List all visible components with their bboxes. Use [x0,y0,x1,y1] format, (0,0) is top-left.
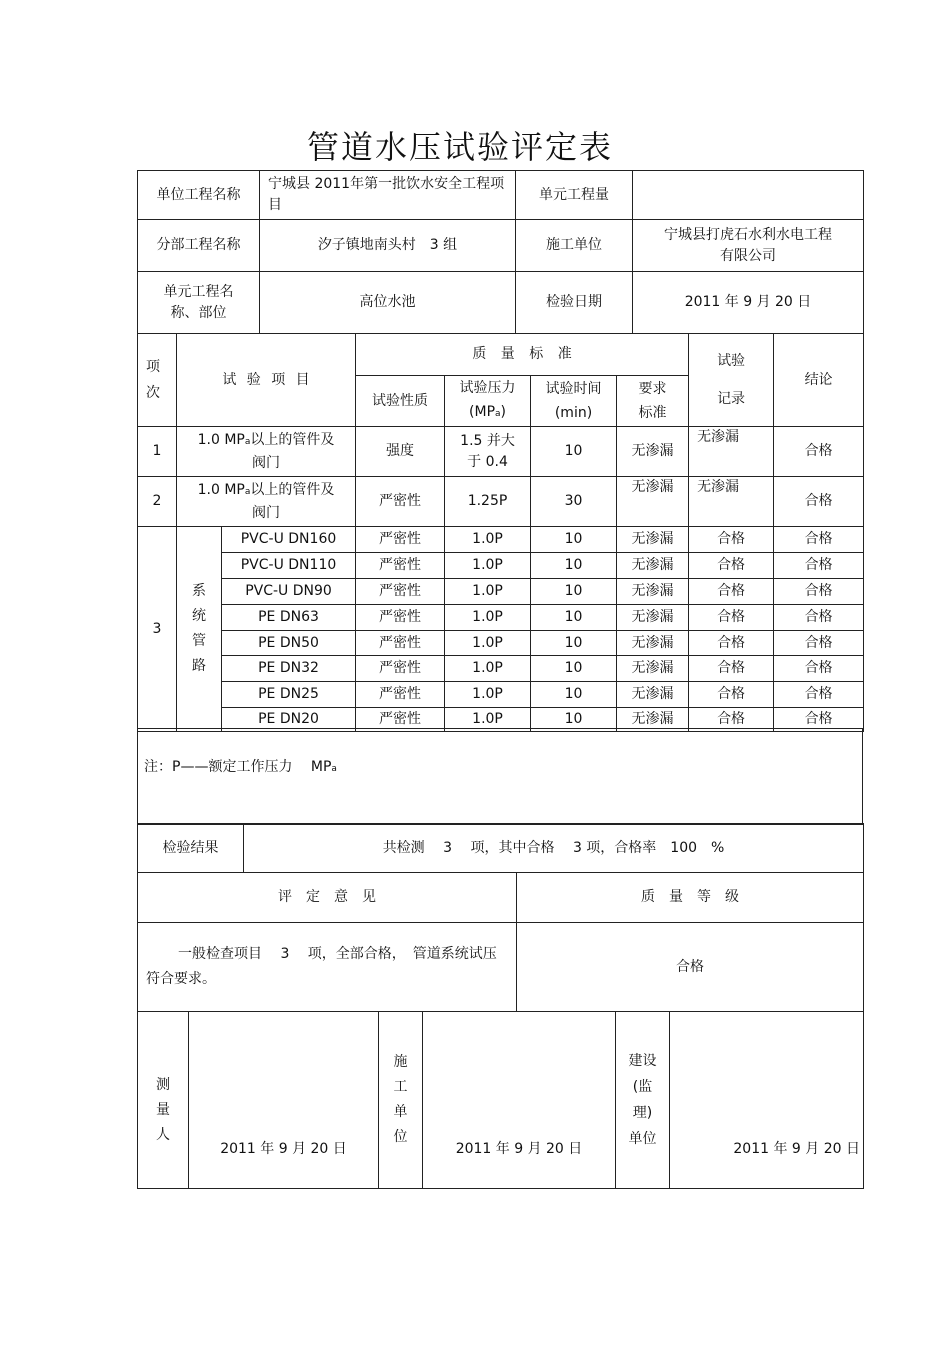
supervisor-label: 建设(监理)单位 [616,1012,670,1189]
row-conclusion: 合格 [774,427,864,477]
row-item: 1.0 MPa以上的管件及阀门 [177,427,356,477]
row-pressure: 1.0P [445,527,531,553]
header-quality-standard: 质 量 标 准 [356,334,689,376]
row-requirement: 无渗漏 [617,605,689,631]
row-conclusion: 合格 [774,682,864,708]
grade-label: 质 量 等 级 [517,873,864,923]
row-time: 10 [531,605,617,631]
signature-table [137,1011,864,1189]
constructor-date: 2011 年 9 月 20 日 [423,1012,616,1189]
element-name-label: 单元工程名称、部位 [138,272,260,334]
header-test-item: 试 验 项 目 [177,334,356,427]
row-record: 合格 [689,682,774,708]
table-row [138,682,864,708]
row-time: 10 [531,427,617,477]
row-time: 10 [531,527,617,553]
note-sub: a [331,764,337,774]
row-conclusion: 合格 [774,656,864,682]
row-conclusion: 合格 [774,579,864,605]
row-nature: 严密性 [356,708,445,732]
constructor-label: 施工单位 [516,220,633,272]
row-pressure: 1.0P [445,708,531,732]
row-nature: 严密性 [356,631,445,656]
row-item: PVC-U DN90 [222,579,356,605]
table-row [138,605,864,631]
row-conclusion: 合格 [774,605,864,631]
row-item: PVC-U DN110 [222,553,356,579]
header-requirement: 要求标准 [617,376,689,427]
note [138,729,863,825]
row-time: 30 [531,477,617,527]
header-test-record: 试验记录 [689,334,774,427]
row-record: 合格 [689,631,774,656]
table-row [138,427,864,477]
header-test-time: 试验时间 (min) [531,376,617,427]
header-test-pressure: 试验压力(MPa) [445,376,531,427]
row-conclusion: 合格 [774,477,864,527]
supervisor-date: 2011 年 9 月 20 日 [670,1012,864,1189]
grade-value: 合格 [517,923,864,1012]
row-pressure: 1.0P [445,579,531,605]
table-row [138,477,864,527]
table-row [138,656,864,682]
row-nature: 强度 [356,427,445,477]
row-time: 10 [531,682,617,708]
row-record: 合格 [689,605,774,631]
row-nature: 严密性 [356,527,445,553]
row-record: 合格 [689,553,774,579]
row-conclusion: 合格 [774,527,864,553]
header-info-table [137,170,864,334]
row-pressure: 1.25P [445,477,531,527]
surveyor-label: 测量人 [138,1012,189,1189]
row-record: 合格 [689,527,774,553]
row-requirement: 无渗漏 [617,579,689,605]
unit-project-value: 宁城县 2011年第一批饮水安全工程项目 [260,171,516,220]
page-title: 管道水压试验评定表 [306,128,613,166]
row-nature: 严密性 [356,656,445,682]
row-pressure: 1.5 并大于 0.4 [445,427,531,477]
element-name-value: 高位水池 [260,272,516,334]
unit-element-qty-value [633,171,864,220]
inspect-date-label: 检验日期 [516,272,633,334]
unit-element-qty-label: 单元工程量 [516,171,633,220]
row-requirement: 无渗漏 [617,477,689,527]
row-requirement: 无渗漏 [617,682,689,708]
unit-project-label: 单位工程名称 [138,171,260,220]
row-item: 1.0 MPa以上的管件及阀门 [177,477,356,527]
result-label: 检验结果 [138,824,244,873]
division-label: 分部工程名称 [138,220,260,272]
table-row [138,553,864,579]
test-table [137,333,864,732]
row-item: PE DN50 [222,631,356,656]
result-text: 共检测 3 项，其中合格 3 项，合格率 100 % [244,824,864,873]
row-no: 1 [138,427,177,477]
row-no: 2 [138,477,177,527]
row-nature: 严密性 [356,579,445,605]
row-pressure: 1.0P [445,605,531,631]
inspect-date-value: 2011 年 9 月 20 日 [633,272,864,334]
header-test-nature: 试验性质 [356,376,445,427]
row-requirement: 无渗漏 [617,631,689,656]
row-requirement: 无渗漏 [617,656,689,682]
row-requirement: 无渗漏 [617,708,689,732]
constructor-value: 宁城县打虎石水利水电工程有限公司 [633,220,864,272]
row-item: PE DN20 [222,708,356,732]
row-record: 无渗漏 [689,427,774,477]
group3-label: 系统管路 [177,527,222,732]
division-value: 汐子镇地南头村 3 组 [260,220,516,272]
row-pressure: 1.0P [445,656,531,682]
table-row [138,527,864,553]
table-row [138,579,864,605]
row-item: PVC-U DN160 [222,527,356,553]
row-record: 合格 [689,708,774,732]
group3-no: 3 [138,527,177,732]
row-pressure: 1.0P [445,682,531,708]
row-conclusion: 合格 [774,553,864,579]
row-time: 10 [531,631,617,656]
result-table [137,823,864,1012]
row-requirement: 无渗漏 [617,527,689,553]
row-conclusion: 合格 [774,631,864,656]
header-conclusion: 结论 [774,334,864,427]
header-item-no: 项次 [138,334,177,427]
opinion-text: 一般检查项目 3 项，全部合格， 管道系统试压符合要求。 [138,923,517,1012]
note-prefix: 注： [144,759,172,775]
row-requirement: 无渗漏 [617,427,689,477]
row-time: 10 [531,708,617,732]
opinion-label: 评 定 意 见 [138,873,517,923]
row-nature: 严密性 [356,682,445,708]
row-item: PE DN63 [222,605,356,631]
row-pressure: 1.0P [445,553,531,579]
row-nature: 严密性 [356,605,445,631]
note-table [137,728,863,825]
row-record: 合格 [689,656,774,682]
row-pressure: 1.0P [445,631,531,656]
row-requirement: 无渗漏 [617,553,689,579]
constructor-sign-label: 施工单位 [379,1012,423,1189]
row-time: 10 [531,553,617,579]
row-item: PE DN32 [222,656,356,682]
row-time: 10 [531,579,617,605]
row-nature: 严密性 [356,553,445,579]
row-nature: 严密性 [356,477,445,527]
row-item: PE DN25 [222,682,356,708]
surveyor-date: 2011 年 9 月 20 日 [189,1012,379,1189]
row-record: 合格 [689,579,774,605]
row-record: 无渗漏 [689,477,774,527]
note-text: P——额定工作压力 MP [172,759,332,775]
row-time: 10 [531,656,617,682]
row-conclusion: 合格 [774,708,864,732]
table-row [138,631,864,656]
